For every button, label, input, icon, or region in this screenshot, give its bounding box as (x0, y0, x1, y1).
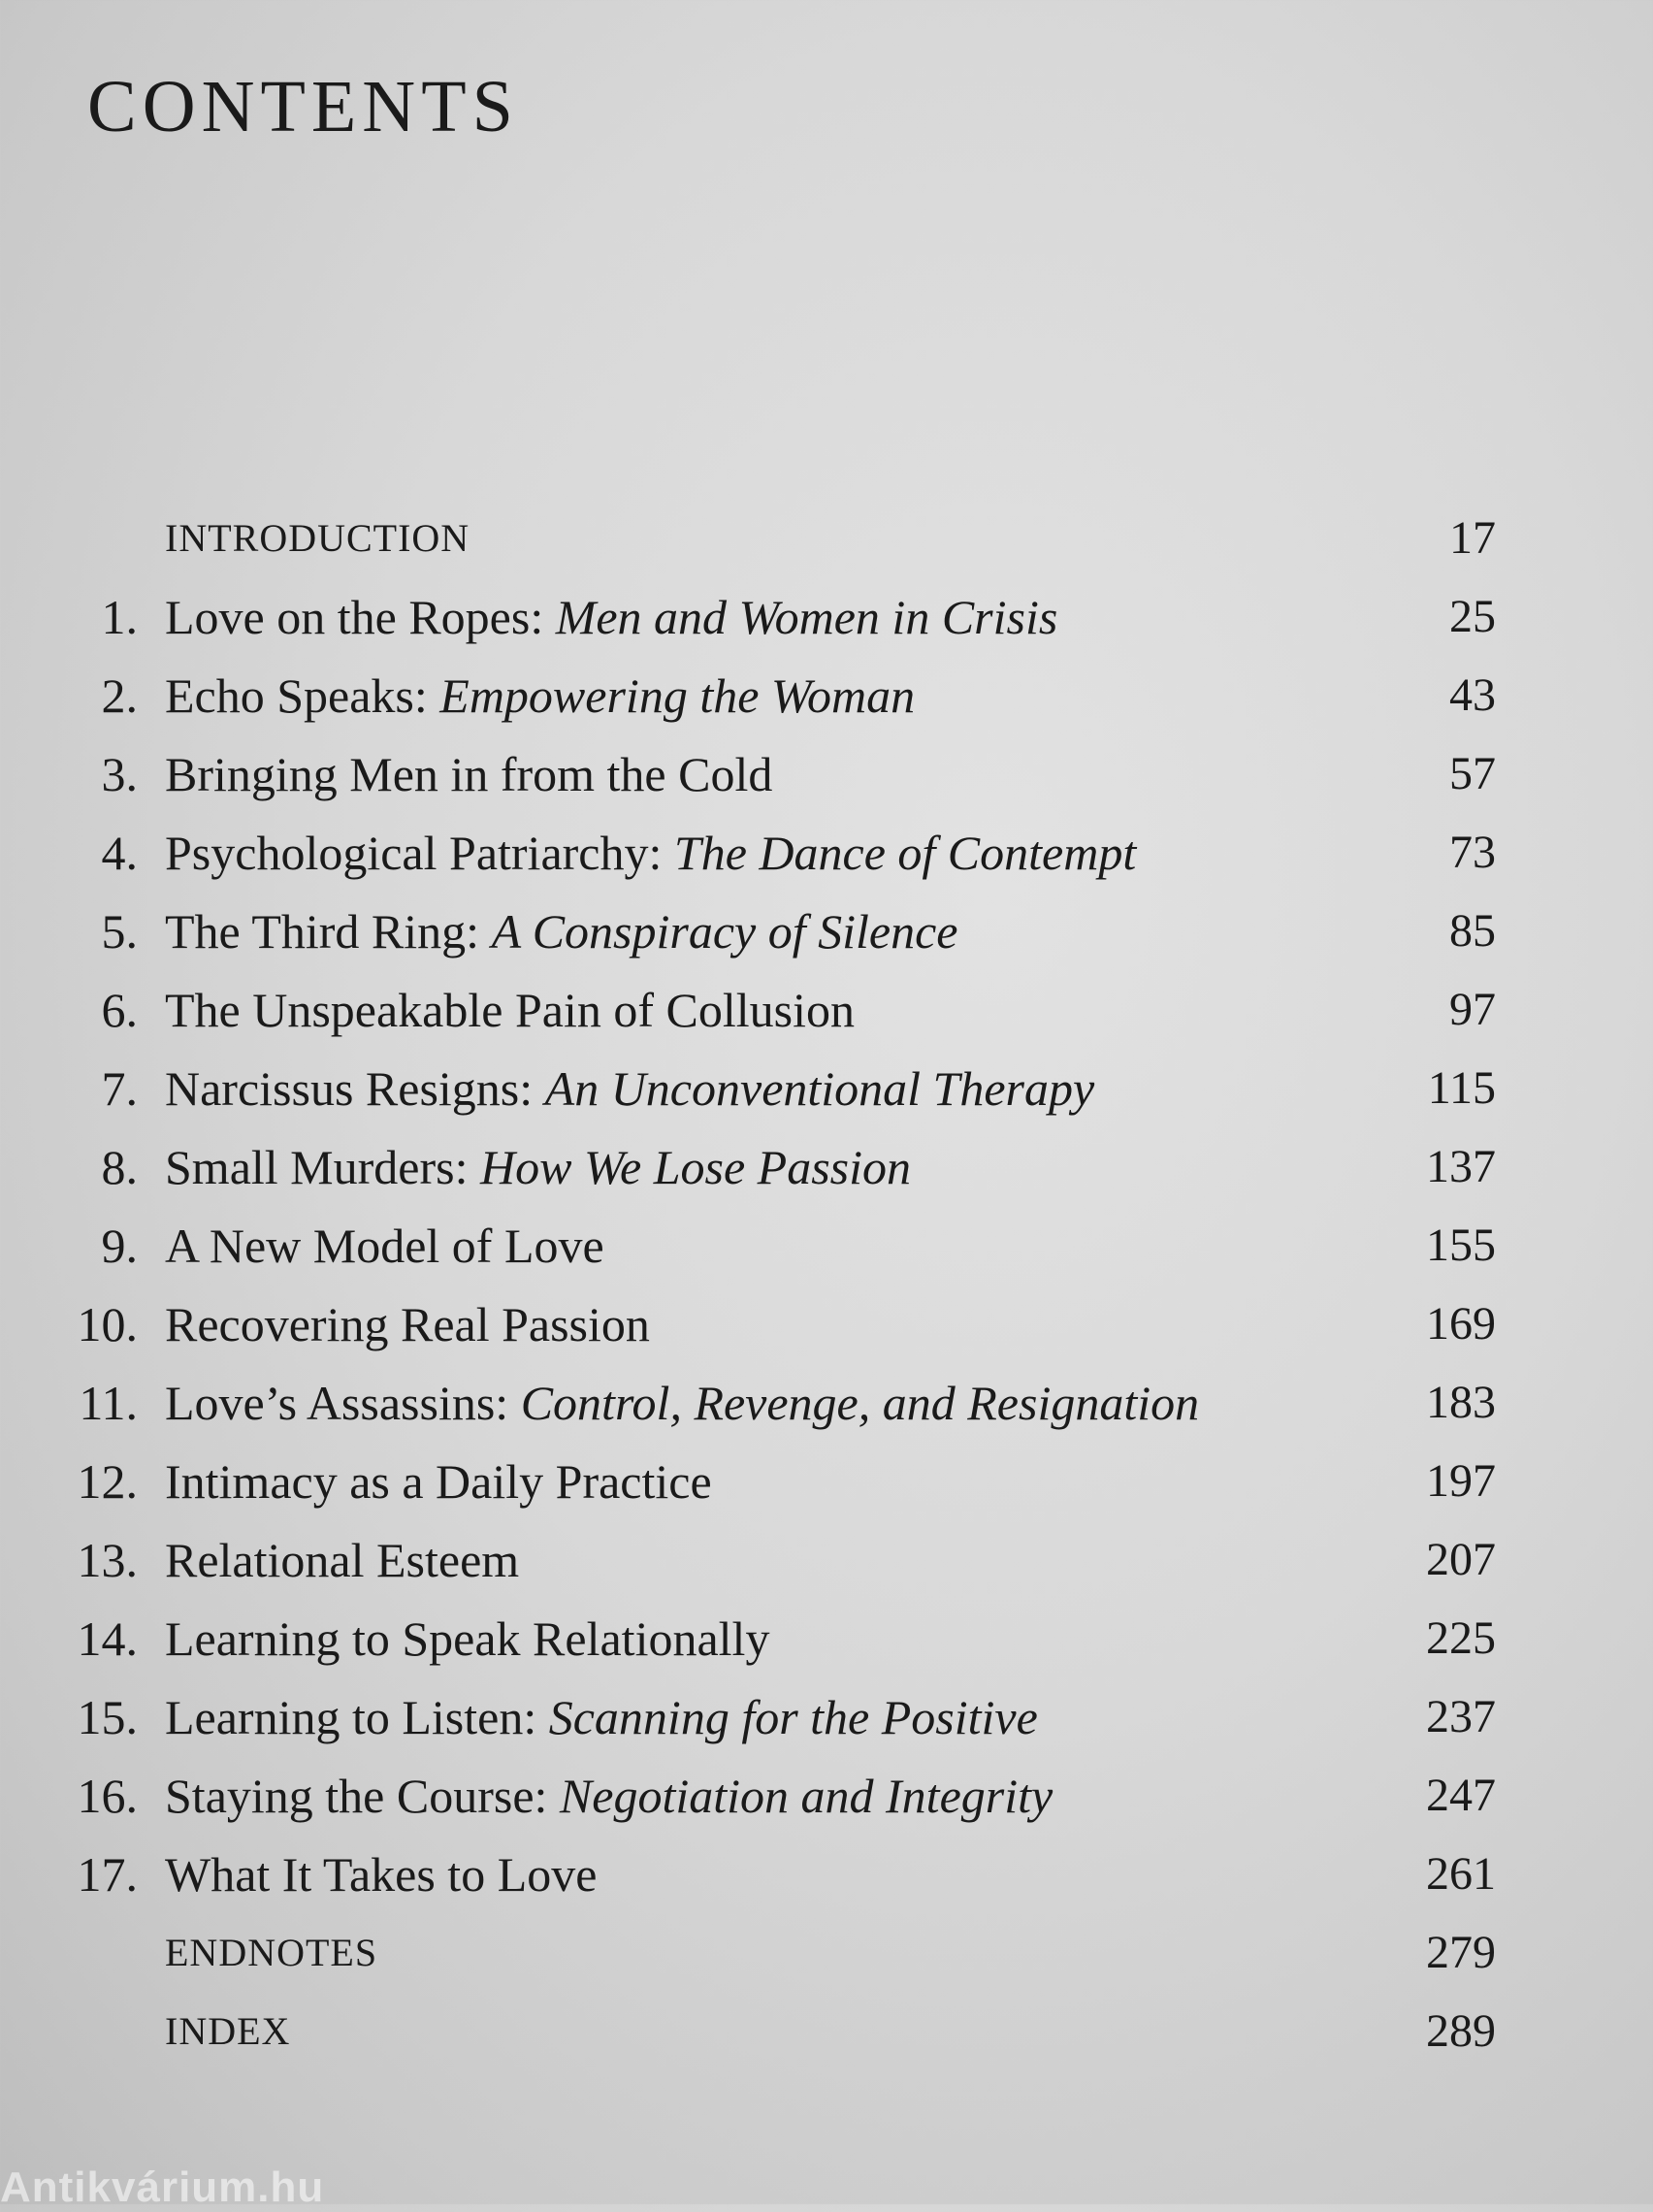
toc-entry (0, 1840, 1653, 1919)
toc-entry (0, 740, 1653, 819)
chapter-subtitle: Men and Women in Crisis (555, 590, 1058, 644)
chapter-number: 1. (101, 590, 138, 644)
chapter-title (165, 976, 855, 1044)
toc-entry (0, 1369, 1653, 1448)
chapter-number: 14. (77, 1611, 138, 1666)
chapter-title (165, 504, 470, 572)
chapter-title-main: Recovering Real Passion (165, 1297, 650, 1351)
chapter-title (165, 1998, 290, 2066)
chapter-number: 4. (101, 826, 138, 880)
chapter-number: 15. (77, 1690, 138, 1744)
chapter-title (165, 1840, 597, 1908)
chapter-title (165, 740, 772, 808)
chapter-subtitle: How We Lose Passion (479, 1140, 912, 1194)
chapter-title-main: INTRODUCTION (165, 516, 470, 560)
chapter-title-main: Small Murders: (165, 1140, 480, 1194)
chapter-title-main: Echo Speaks: (165, 668, 440, 723)
chapter-title-main: A New Model of Love (165, 1219, 604, 1273)
watermark: Antikvárium.hu (0, 2163, 325, 2211)
chapter-title (165, 1526, 519, 1594)
toc-entry (0, 1762, 1653, 1840)
page-number: 197 (1426, 1455, 1496, 1507)
chapter-number: 16. (77, 1769, 138, 1823)
chapter-title-main: Relational Esteem (165, 1533, 520, 1587)
chapter-title-main: ENDNOTES (165, 1931, 378, 1974)
page-number: 57 (1449, 748, 1496, 799)
toc-entry (0, 1998, 1653, 2076)
toc-entry (0, 897, 1653, 976)
page-number: 85 (1449, 905, 1496, 957)
chapter-title (165, 1212, 604, 1280)
page-number: 183 (1426, 1377, 1496, 1428)
page-number: 73 (1449, 827, 1496, 878)
toc-entry (0, 583, 1653, 662)
chapter-number: 5. (101, 904, 138, 959)
chapter-number: 8. (101, 1140, 138, 1194)
chapter-title-main: Staying the Course: (165, 1769, 560, 1823)
chapter-title (165, 1605, 769, 1673)
chapter-title (165, 1055, 1094, 1122)
chapter-title (165, 1762, 1053, 1830)
chapter-title (165, 1448, 712, 1515)
page-number: 43 (1449, 669, 1496, 721)
page-number: 289 (1426, 2005, 1496, 2057)
page-number: 247 (1426, 1770, 1496, 1821)
chapter-title (165, 1919, 377, 1987)
toc-entry (0, 819, 1653, 897)
page-title: CONTENTS (87, 66, 519, 147)
chapter-number: 2. (101, 668, 138, 723)
toc-entry (0, 1133, 1653, 1212)
toc-entry (0, 1526, 1653, 1605)
page-number: 261 (1426, 1848, 1496, 1900)
toc-entry (0, 662, 1653, 740)
chapter-subtitle: Control, Revenge, and Resignation (520, 1376, 1200, 1430)
page-number: 169 (1426, 1298, 1496, 1350)
chapter-number: 11. (79, 1376, 138, 1430)
page-number: 155 (1426, 1220, 1496, 1271)
page-number: 97 (1449, 984, 1496, 1035)
toc-entry (0, 1605, 1653, 1683)
chapter-number: 12. (77, 1454, 138, 1509)
chapter-number: 7. (101, 1061, 138, 1116)
chapter-subtitle: The Dance of Contempt (673, 826, 1137, 880)
chapter-number: 10. (77, 1297, 138, 1351)
chapter-number: 17. (77, 1847, 138, 1902)
chapter-title-main: What It Takes to Love (165, 1847, 598, 1902)
chapter-number: 9. (101, 1219, 138, 1273)
chapter-title (165, 1369, 1199, 1437)
toc-entry (0, 1290, 1653, 1369)
toc-entry (0, 504, 1653, 583)
chapter-title-main: Psychological Patriarchy: (165, 826, 674, 880)
toc-entry (0, 976, 1653, 1055)
chapter-subtitle: Scanning for the Positive (548, 1690, 1038, 1744)
chapter-title (165, 1290, 650, 1358)
toc-entry (0, 1919, 1653, 1998)
chapter-title (165, 819, 1136, 887)
page-number: 225 (1426, 1612, 1496, 1664)
chapter-subtitle: An Unconventional Therapy (544, 1061, 1095, 1116)
page-number: 137 (1426, 1141, 1496, 1192)
chapter-number: 13. (77, 1533, 138, 1587)
chapter-title (165, 662, 915, 730)
chapter-title (165, 583, 1057, 651)
toc-entry (0, 1212, 1653, 1290)
chapter-title (165, 1133, 911, 1201)
page-number: 237 (1426, 1691, 1496, 1742)
chapter-number: 3. (101, 747, 138, 801)
chapter-title-main: Love’s Assassins: (165, 1376, 521, 1430)
page-number: 115 (1427, 1062, 1496, 1114)
toc-entry (0, 1055, 1653, 1133)
toc-entry (0, 1683, 1653, 1762)
chapter-title-main: The Unspeakable Pain of Collusion (165, 983, 855, 1037)
chapter-subtitle: Negotiation and Integrity (559, 1769, 1053, 1823)
chapter-subtitle: Empowering the Woman (439, 668, 916, 723)
chapter-title-main: Learning to Listen: (165, 1690, 549, 1744)
chapter-title-main: Narcissus Resigns: (165, 1061, 545, 1116)
chapter-title-main: Learning to Speak Relationally (165, 1611, 770, 1666)
chapter-title-main: Love on the Ropes: (165, 590, 556, 644)
table-of-contents (0, 504, 1653, 2076)
page-number: 25 (1449, 591, 1496, 642)
chapter-title-main: Intimacy as a Daily Practice (165, 1454, 712, 1509)
chapter-title-main: INDEX (165, 2009, 291, 2053)
page-number: 279 (1426, 1927, 1496, 1978)
chapter-subtitle: A Conspiracy of Silence (491, 904, 958, 959)
chapter-title-main: Bringing Men in from the Cold (165, 747, 773, 801)
chapter-title (165, 897, 958, 965)
toc-entry (0, 1448, 1653, 1526)
page-number: 17 (1449, 512, 1496, 564)
chapter-title-main: The Third Ring: (165, 904, 492, 959)
page-number: 207 (1426, 1534, 1496, 1585)
chapter-number: 6. (101, 983, 138, 1037)
chapter-title (165, 1683, 1038, 1751)
